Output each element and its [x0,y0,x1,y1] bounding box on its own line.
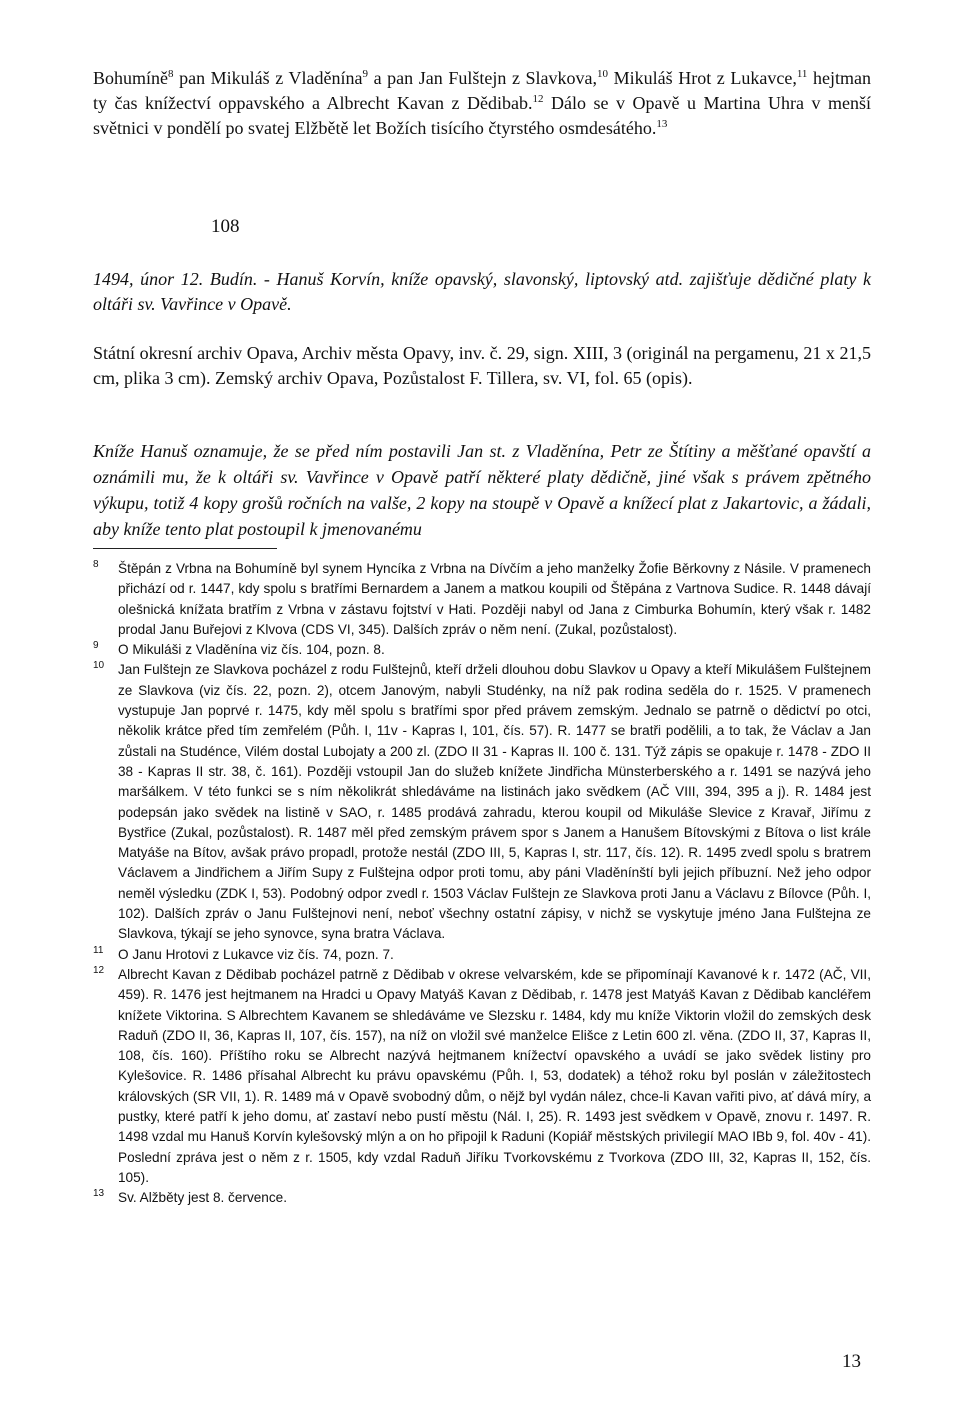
intro-text: Bohumíně [93,68,168,88]
footnote-number: 12 [93,964,105,976]
intro-paragraph [93,66,871,141]
footnote-number: 10 [93,660,105,672]
footnote-number: 11 [93,944,104,956]
intro-text: Mikuláš Hrot z Lukavce, [608,68,797,88]
footnote [93,559,871,640]
document-regest: 1494, únor 12. Budín. - Hanuš Korvín, kníže opavský, slavonský, liptovský atd. zajišťuje dědičné platy k oltáři sv. Vavřince v Opavě. [93,269,871,314]
footnote [93,660,871,944]
footnote-text: Albrecht Kavan z Dědibab pocházel patrně z Dědibab v okrese velvarském, kde se připomínají Kavanové k r. 1472 (AČ, VII, 459). R. 1476 jest hejtmanem na Hradci u Opavy Matyáš Kavan z Dědibab, r. 1478 jest Matyáš Kavan z Dědibab kancléřem knížete Viktorina. S Albrechtem Kavanem se shledáváme ve Slezsku r. 1484, kdy mu kníže Viktorin vložil do zemských desk Raduň (ZDO II, 36, Kapras II, 107, čís. 157), na níž on vložil své manželce Elišce z Letin 600 zl. věna. (ZDO II, 37, Kapras II, 108, čís. 160). Příštího roku se Albrecht nazývá hejtmanem knížectví opavského a uvádí se jako svědek listiny pro Kylešovice. R. 1486 přísahal Albrecht ku právu opavskému (Půh. I, 53, dodatek) a téhož roku byl poslán v záležitostech královských (SR VII, 1). R. 1489 má v Opavě svobodný dům, o nějž byl vydán nález, chce-li Kavan vařiti pivo, ať dává míry, a pustky, které patří k jeho domu, ať zastaví nebo pustí městu (Nál. I, 25). R. 1493 jest svědkem v Opavě, znovu r. 1497. R. 1498 vzdal mu Hanuš Korvín kylešovský mlýn a on ho připojil k Raduni (Kopiář městských privilegií MAO IBb 9, fol. 40v - 41). Poslední zpráva jest o něm z r. 1505, kdy vzdal Raduň Jiříku Tvorkovskému z Tvorkova (ZDO III, 32, Kapras II, 152, čís. 105). [118,966,871,1185]
footnote-ref: 9 [362,68,368,80]
footnote-number: 8 [93,559,99,570]
footnote-number: 9 [93,640,99,652]
document-number: 108 [211,216,240,237]
footnote-text: Štěpán z Vrbna na Bohumíně byl synem Hyncíka z Vrbna na Dívčím a jeho manželky Žofie Běrkovny z Násile. V pramenech přichází od r. 1447, kdy spolu s bratřími Bernardem a Janem a matkou koupili od Štěpána z Vartnova Sudice. R. 1448 dávají olešnická knížata bratřím z Vrbna v zástavu fojtství v Hati. Později nabyl od Jana z Cimburka Bohumín, který však r. 1482 prodal Janu Buřejovi z Klvova (CDS VI, 345). Dalších zpráv o něm není. (Zukal, pozůstalost). [118,561,871,637]
intro-text: pan Mikuláš z Vladěnína [173,68,363,88]
footnote-text: Jan Fulštejn ze Slavkova pocházel z rodu Fulštejnů, kteří drželi dlouhou dobu Slavkov u Opavy a kteří Mikulášem Fulštejnem ze Slavkova (viz čís. 22, pozn. 2), otcem Janovým, nabyli Studénky, na níž pak rodina seděla do r. 1525. V pramenech vystupuje Jan poprvé r. 1475, kdy měl spolu s bratřími spor před právem zemským. Jednalo se patrně o dědictví po otci, několik krátce před tím zemřelém (Půh. I, 11v - Kapras I, 101, čís. 57). R. 1477 se bratři podělili, a to tak, že Václav a Jan zůstali na Studénce, Vilém dostal Lubojaty a 200 zl. (ZDO II 31 - Kapras II. 100 č. 131. Týž zápis se opakuje r. 1478 - ZDO II 38 - Kapras II str. 38, č. 161). Později vstoupil Jan do služeb knížete Jindřicha Münsterberského a r. 1491 se nazývá jeho maršálkem. V této funkci se s ním několikrát shledáváme na listinách jako svědkem (AČ VIII, 394, 395 a j). R. 1484 jest podepsán jako svědek na listině v SAO, r. 1485 prodává zahradu, kterou koupil od Mikuláše Slevice z Kravař, Jiřímu z Bystřice (Zukal, pozůstalost). R. 1487 měl před zemským právem spor s Janem a Hanušem Bítovskými z Bítova o list krále Matyáše na Bítov, avšak právo propadl, protože nestál (ZDO III, 5, Kapras I, str. 117, čís. 12). R. 1495 zvedl spolu s bratrem Václavem a Jindřichem a Jiřím Supy z Fulštejna odpor proti tomu, aby páni Vladěnínští byli jejich příbuzní. Než jeho odpor neměl výsledku (ZDK I, 53). Podobný odpor zvedl r. 1503 Václav Fulštejn ze Slavkova proti Janu a Václavu z Bílovce (Půh. I, 102). Dalších zpráv o Janu Fulštejnovi není, neboť všechny ostatní zápisy, v nichž se vyskytuje jméno Jana Fulštejna ze Slavkova, týkají se jeho synovce, syna bratra Václava. [118,662,871,942]
footnote [93,945,871,965]
footnote-ref: 11 [796,68,808,80]
footnote-ref: 8 [168,68,174,80]
intro-text: a pan Jan Fulštejn z Slavkova, [368,68,598,88]
page-number: 13 [842,1351,861,1372]
source-citation: Státní okresní archiv Opava, Archiv města Opavy, inv. č. 29, sign. XIII, 3 (originál na pergamenu, 21 x 21,5 cm, plika 3 cm). Zemský archiv Opava, Pozůstalost F. Tillera, sv. VI, fol. 65 (opis). [93,343,871,388]
footnote [93,1188,871,1208]
footnotes [93,559,871,1209]
footnote-ref: 10 [597,68,609,80]
footnote-text: Sv. Alžběty jest 8. července. [118,1190,287,1206]
document-summary: Kníže Hanuš oznamuje, že se před ním postavili Jan st. z Vladěnína, Petr ze Štítiny a měšťané opavští a oznámili mu, že k oltáři sv. Vavřince v Opavě patří některé platy dědičně, jiné však s právem zpětného výkupu, totiž 4 kopy grošů ročních na valše, 2 kopy na stoupě v Opavě a knížecí plat z Jakartovic, a žádali, aby kníže tento plat postoupil k jmenovanému [93,441,871,539]
footnote [93,965,871,1188]
footnote-ref: 13 [656,118,668,130]
footnote [93,640,871,660]
footnote-number: 13 [93,1188,105,1200]
footnote-divider [93,548,277,549]
footnote-ref: 12 [532,93,544,105]
intro-text: Dálo se v Opavě u Martina Uhra v menší světnici v pondělí po svatej Elžbětě let Božích tisícího čtyrstého osmdesátého. [93,93,872,138]
footnote-text: O Janu Hrotovi z Lukavce viz čís. 74, pozn. 7. [118,946,394,962]
intro-text: hejtman ty čas knížectví oppavského a Albrecht Kavan z Dědibab. [93,68,872,113]
footnote-text: O Mikuláši z Vladěnína viz čís. 104, pozn. 8. [118,642,385,658]
